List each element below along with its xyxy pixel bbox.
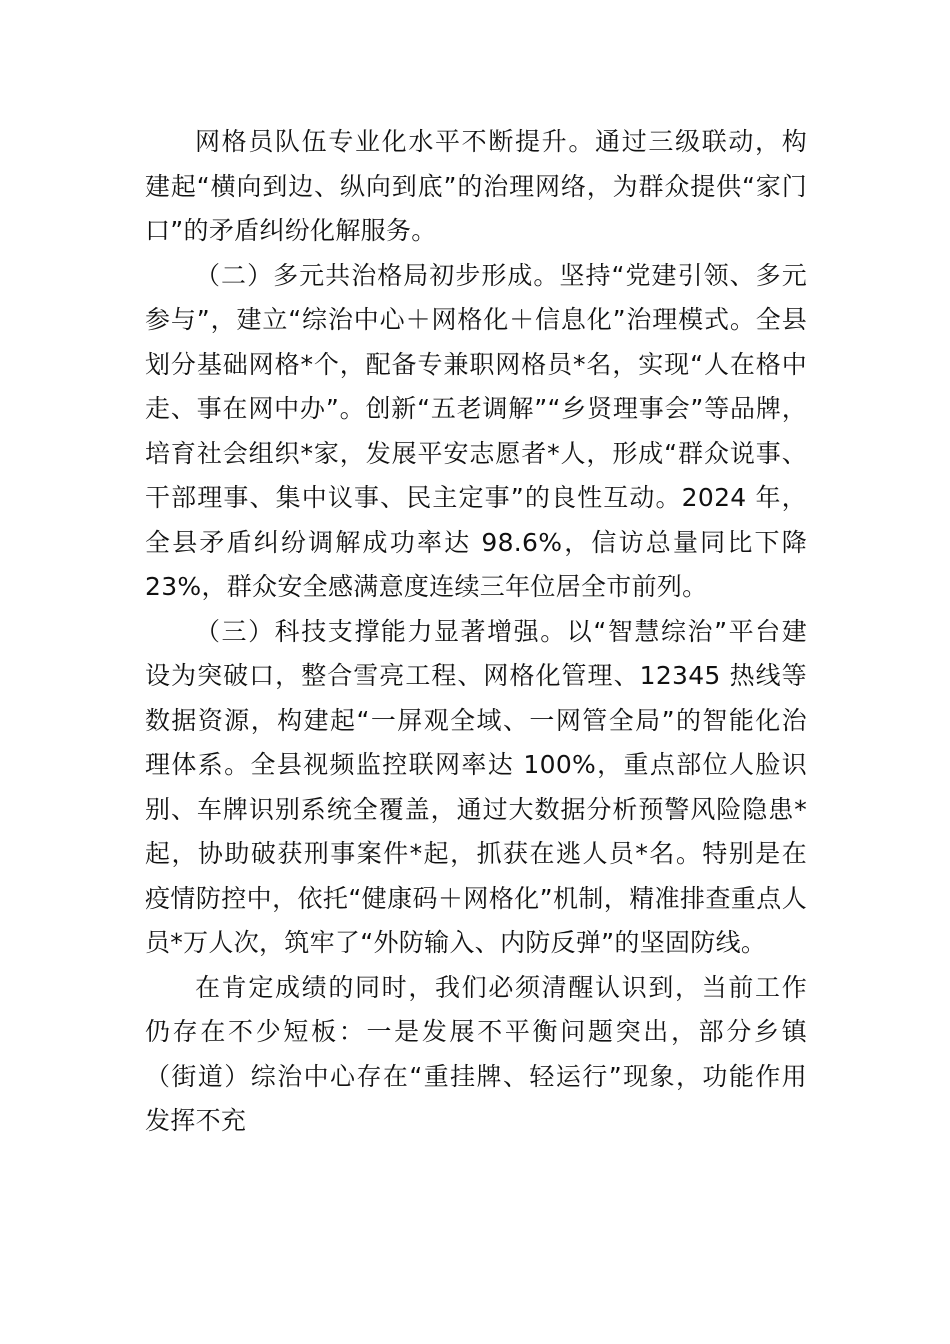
paragraph-line: 发挥不充 xyxy=(145,1106,247,1135)
paragraph-line: 在肯定成绩的同时，我们必须清醒认识到，当前工作 xyxy=(195,972,807,1002)
paragraph-line: 建起“横向到边、纵向到底”的治理网络，为群众提供“家门 xyxy=(145,171,807,201)
paragraph-line: 走、事在网中办”。创新“五老调解”“乡贤理事会”等品牌， xyxy=(145,394,807,423)
paragraph-line: 23%，群众安全感满意度连续三年位居全市前列。 xyxy=(145,572,708,601)
paragraph-line: 培育社会组织*家，发展平安志愿者*人，形成“群众说事、 xyxy=(145,438,807,468)
section-heading-line: （三）科技支撑能力显著增强。以“智慧综治”平台建 xyxy=(195,616,807,646)
paragraph-line: 参与”，建立“综治中心＋网格化＋信息化”治理模式。全县 xyxy=(145,305,807,334)
paragraph-line: 数据资源，构建起“一屏观全域、一网管全局”的智能化治 xyxy=(145,705,807,735)
paragraph-line: 别、车牌识别系统全覆盖，通过大数据分析预警风险隐患* xyxy=(145,794,807,824)
paragraph-line: 起，协助破获刑事案件*起，抓获在逃人员*名。特别是在 xyxy=(145,839,807,868)
paragraph-line: 疫情防控中，依托“健康码＋网格化”机制，精准排查重点人 xyxy=(145,883,807,913)
paragraph-line: 理体系。全县视频监控联网率达 100%，重点部位人脸识 xyxy=(145,750,807,779)
paragraph-line: 口”的矛盾纠纷化解服务。 xyxy=(145,216,437,245)
paragraph-line: （街道）综治中心存在“重挂牌、轻运行”现象，功能作用 xyxy=(145,1061,807,1091)
paragraph-line: 仍存在不少短板：一是发展不平衡问题突出，部分乡镇 xyxy=(145,1017,807,1046)
paragraph-line: 全县矛盾纠纷调解成功率达 98.6%，信访总量同比下降 xyxy=(145,527,807,557)
section-heading-line: （二）多元共治格局初步形成。坚持“党建引领、多元 xyxy=(195,260,807,290)
paragraph-line: 设为突破口，整合雪亮工程、网格化管理、12345 热线等 xyxy=(145,661,807,690)
document-body xyxy=(145,120,807,1144)
paragraph-line: 网格员队伍专业化水平不断提升。通过三级联动，构 xyxy=(195,127,807,156)
paragraph-line: 干部理事、集中议事、民主定事”的良性互动。2024 年， xyxy=(145,483,807,512)
paragraph-line: 划分基础网格*个，配备专兼职网格员*名，实现“人在格中 xyxy=(145,349,807,379)
paragraph-line: 员*万人次，筑牢了“外防输入、内防反弹”的坚固防线。 xyxy=(145,928,767,957)
